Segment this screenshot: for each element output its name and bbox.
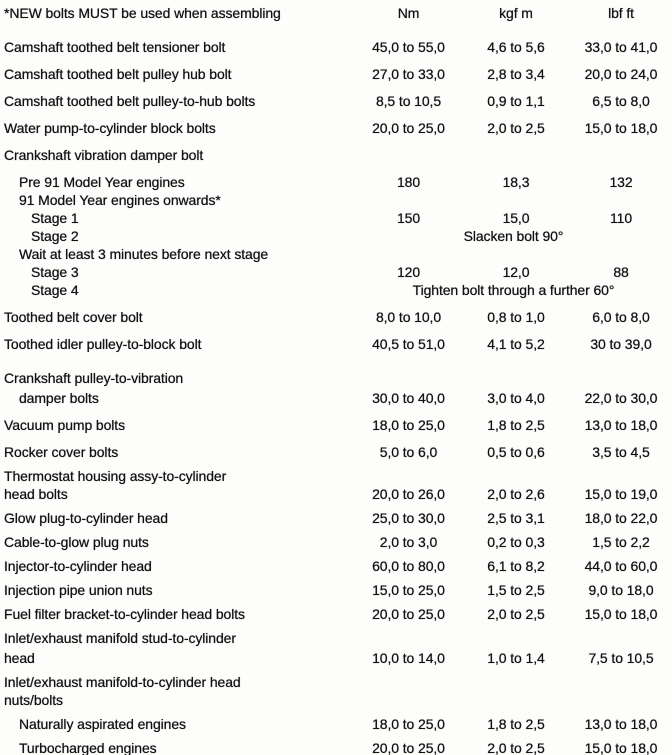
value-lbf-ft: 13,0 to 18,0 — [584, 417, 658, 433]
value-kgf-m: 2,0 to 2,5 — [487, 606, 545, 622]
value-lbf-ft: 15,0 to 19,0 — [584, 486, 658, 502]
table-row — [0, 336, 672, 353]
table-row — [0, 174, 672, 191]
value-lbf-ft: 3,5 to 4,5 — [592, 444, 650, 460]
row-label: Crankshaft vibration damper bolt — [4, 147, 204, 163]
row-label: Camshaft toothed belt pulley hub bolt — [4, 66, 232, 82]
table-row — [0, 309, 672, 326]
row-label: nuts/bolts — [4, 692, 63, 708]
value-kgf-m: 12,0 — [502, 264, 530, 280]
row-label: Injector-to-cylinder head — [4, 558, 152, 574]
row-label: Inlet/exhaust manifold stud-to-cylinder — [4, 630, 236, 646]
row-label: Stage 1 — [31, 210, 79, 226]
table-row — [0, 582, 672, 599]
column-header-lbf-ft: lbf ft — [608, 5, 634, 21]
table-row — [0, 692, 672, 709]
row-label: head — [4, 650, 35, 666]
row-label: Fuel filter bracket-to-cylinder head bolts — [4, 606, 245, 622]
table-row — [0, 228, 672, 245]
value-kgf-m: 2,0 to 2,5 — [487, 740, 545, 755]
value-nm: 120 — [396, 264, 421, 280]
value-kgf-m: 1,8 to 2,5 — [487, 417, 545, 433]
row-label: Stage 3 — [31, 264, 79, 280]
value-nm: 10,0 to 14,0 — [372, 650, 445, 666]
value-lbf-ft: 44,0 to 60,0 — [584, 558, 658, 574]
value-nm: 20,0 to 25,0 — [372, 740, 445, 755]
value-nm: 5,0 to 6,0 — [379, 444, 438, 460]
column-header-nm: Nm — [397, 5, 420, 21]
value-kgf-m: 6,1 to 8,2 — [487, 558, 545, 574]
table-row — [0, 192, 672, 209]
value-nm: 40,5 to 51,0 — [372, 336, 445, 352]
value-nm: 20,0 to 26,0 — [372, 486, 445, 502]
table-row — [0, 390, 672, 407]
row-label: Pre 91 Model Year engines — [19, 174, 185, 190]
row-label: Rocker cover bolts — [4, 444, 119, 460]
table-body — [0, 39, 672, 755]
value-kgf-m: 1,0 to 1,4 — [487, 650, 545, 666]
value-lbf-ft: 13,0 to 18,0 — [584, 716, 658, 732]
value-kgf-m: 4,6 to 5,6 — [487, 39, 545, 55]
value-nm: 45,0 to 55,0 — [372, 39, 445, 55]
value-kgf-m: 3,0 to 4,0 — [487, 390, 545, 406]
value-kgf-m: 18,3 — [502, 174, 530, 190]
row-label: Cable-to-glow plug nuts — [4, 534, 149, 550]
row-label: Vacuum pump bolts — [4, 417, 125, 433]
value-kgf-m: 4,1 to 5,2 — [487, 336, 545, 352]
value-kgf-m: 0,2 to 0,3 — [487, 534, 545, 550]
value-kgf-m: 2,0 to 2,5 — [487, 120, 545, 136]
value-lbf-ft: 33,0 to 41,0 — [584, 39, 658, 55]
row-span-instruction: Tighten bolt through a further 60° — [412, 282, 615, 298]
value-nm: 25,0 to 30,0 — [372, 510, 445, 526]
value-lbf-ft: 20,0 to 24,0 — [584, 66, 658, 82]
row-label: Thermostat housing assy-to-cylinder — [4, 468, 227, 484]
value-lbf-ft: 7,5 to 10,5 — [588, 650, 654, 666]
row-label: Wait at least 3 minutes before next stage — [19, 246, 269, 262]
row-label: Injection pipe union nuts — [4, 582, 153, 598]
row-span-instruction: Slacken bolt 90° — [463, 228, 564, 244]
value-nm: 18,0 to 25,0 — [372, 417, 445, 433]
column-header-kgf-m: kgf m — [499, 5, 533, 21]
value-kgf-m: 1,5 to 2,5 — [487, 582, 545, 598]
table-row — [0, 534, 672, 551]
table-row — [0, 66, 672, 83]
value-lbf-ft: 9,0 to 18,0 — [588, 582, 654, 598]
table-row — [0, 417, 672, 434]
row-label: 91 Model Year engines onwards* — [19, 192, 221, 208]
value-lbf-ft: 22,0 to 30,0 — [584, 390, 658, 406]
value-nm: 15,0 to 25,0 — [372, 582, 445, 598]
value-nm: 27,0 to 33,0 — [372, 66, 445, 82]
table-header — [0, 5, 672, 22]
value-lbf-ft: 15,0 to 18,0 — [584, 606, 658, 622]
row-label: head bolts — [4, 486, 68, 502]
row-label: Camshaft toothed belt pulley-to-hub bolts — [4, 93, 256, 109]
value-nm: 20,0 to 25,0 — [372, 120, 445, 136]
table-row — [0, 444, 672, 461]
table-row — [0, 510, 672, 527]
row-label: damper bolts — [19, 390, 99, 406]
value-kgf-m: 1,8 to 2,5 — [487, 716, 545, 732]
table-row — [0, 246, 672, 263]
value-lbf-ft: 6,5 to 8,0 — [592, 93, 650, 109]
table-row — [0, 264, 672, 281]
value-nm: 8,0 to 10,0 — [375, 309, 442, 325]
value-nm: 30,0 to 40,0 — [372, 390, 445, 406]
table-row — [0, 93, 672, 110]
value-lbf-ft: 30 to 39,0 — [590, 336, 652, 352]
value-lbf-ft: 1,5 to 2,2 — [592, 534, 650, 550]
value-lbf-ft: 132 — [609, 174, 633, 190]
value-nm: 18,0 to 25,0 — [372, 716, 445, 732]
row-label: Toothed idler pulley-to-block bolt — [4, 336, 202, 352]
table-row — [0, 147, 672, 164]
value-lbf-ft: 18,0 to 22,0 — [584, 510, 658, 526]
row-label: Glow plug-to-cylinder head — [4, 510, 168, 526]
table-row — [0, 674, 672, 691]
table-row — [0, 282, 672, 299]
value-nm: 8,5 to 10,5 — [375, 93, 442, 109]
value-kgf-m: 0,8 to 1,0 — [487, 309, 545, 325]
value-nm: 150 — [396, 210, 421, 226]
table-row — [0, 606, 672, 623]
table-row — [0, 740, 672, 755]
table-row — [0, 468, 672, 485]
row-label: Naturally aspirated engines — [19, 716, 186, 732]
table-row — [0, 370, 672, 387]
row-label: Camshaft toothed belt tensioner bolt — [4, 39, 226, 55]
value-kgf-m: 2,0 to 2,6 — [487, 486, 545, 502]
row-label: Stage 4 — [31, 282, 79, 298]
row-label: Turbocharged engines — [19, 740, 157, 755]
value-kgf-m: 0,5 to 0,6 — [487, 444, 545, 460]
value-kgf-m: 0,9 to 1,1 — [487, 93, 545, 109]
value-kgf-m: 2,5 to 3,1 — [487, 510, 545, 526]
row-label: Stage 2 — [31, 228, 79, 244]
table-row — [0, 630, 672, 647]
table-row — [0, 210, 672, 227]
table-row — [0, 39, 672, 56]
row-label: Toothed belt cover bolt — [4, 309, 143, 325]
value-lbf-ft: 6,0 to 8,0 — [592, 309, 650, 325]
value-nm: 180 — [396, 174, 421, 190]
table-row — [0, 120, 672, 137]
value-nm: 20,0 to 25,0 — [372, 606, 445, 622]
row-label: Water pump-to-cylinder block bolts — [4, 120, 216, 136]
table-row — [0, 716, 672, 733]
value-kgf-m: 15,0 — [502, 210, 530, 226]
table-row — [0, 558, 672, 575]
value-nm: 2,0 to 3,0 — [379, 534, 438, 550]
row-label: Crankshaft pulley-to-vibration — [4, 370, 184, 386]
value-kgf-m: 2,8 to 3,4 — [487, 66, 545, 82]
value-lbf-ft: 110 — [609, 210, 633, 226]
value-lbf-ft: 15,0 to 18,0 — [584, 120, 658, 136]
table-row — [0, 650, 672, 667]
value-nm: 60,0 to 80,0 — [372, 558, 445, 574]
assembly-note: *NEW bolts MUST be used when assembling — [4, 5, 281, 21]
table-row — [0, 486, 672, 503]
value-lbf-ft: 15,0 to 18,0 — [584, 740, 658, 755]
value-lbf-ft: 88 — [613, 264, 629, 280]
row-label: Inlet/exhaust manifold-to-cylinder head — [4, 674, 241, 690]
